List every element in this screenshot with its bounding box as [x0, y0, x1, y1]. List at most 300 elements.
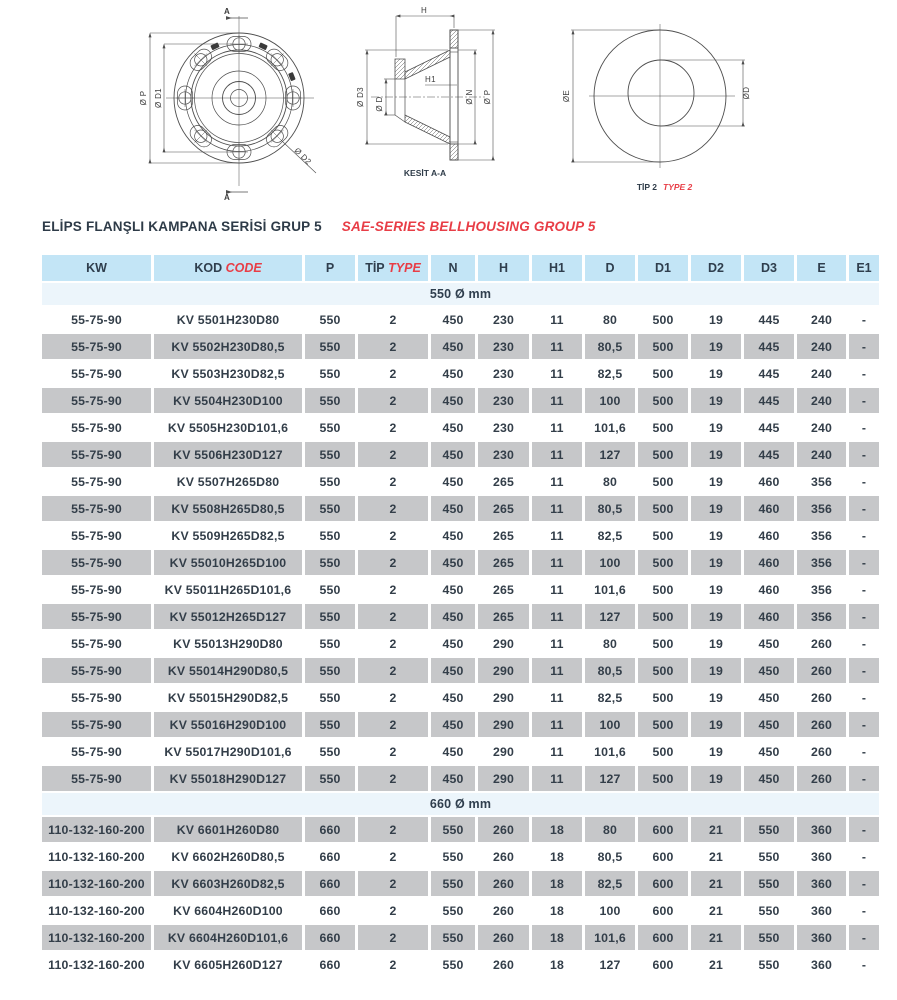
table-row — [42, 739, 879, 764]
table-cell: 500 — [638, 712, 688, 737]
table-cell: 11 — [532, 361, 582, 386]
table-cell: 18 — [532, 844, 582, 869]
table-cell: 80,5 — [585, 658, 635, 683]
dim-h — [396, 16, 454, 57]
table-cell: 445 — [744, 334, 794, 359]
table-cell: 550 — [305, 469, 355, 494]
hub-bore — [395, 79, 405, 122]
table-cell: 19 — [691, 712, 741, 737]
table-cell: 445 — [744, 442, 794, 467]
table-cell: 500 — [638, 604, 688, 629]
dim-d1-label: Ø D1 — [154, 88, 163, 108]
table-cell: - — [849, 898, 879, 923]
table-cell: KV 55018H290D127 — [154, 766, 302, 791]
table-cell: 110-132-160-200 — [42, 844, 151, 869]
table-cell: 11 — [532, 334, 582, 359]
column-header-h: H — [478, 255, 529, 281]
table-cell: 21 — [691, 817, 741, 842]
table-cell: 600 — [638, 871, 688, 896]
table-cell: 19 — [691, 604, 741, 629]
dim-d-type-label: ØD — [742, 86, 751, 100]
table-cell: 260 — [478, 844, 529, 869]
table-cell: 660 — [305, 925, 355, 950]
table-cell: 290 — [478, 685, 529, 710]
table-cell: 450 — [431, 496, 475, 521]
table-cell: 450 — [431, 334, 475, 359]
column-header-d2: D2 — [691, 255, 741, 281]
table-cell: 82,5 — [585, 685, 635, 710]
dim-h-label: H — [420, 6, 428, 15]
type-view-drawing — [545, 8, 775, 198]
table-cell: 19 — [691, 415, 741, 440]
table-cell: 55-75-90 — [42, 577, 151, 602]
table-cell: 230 — [478, 388, 529, 413]
table-row — [42, 871, 879, 896]
table-cell: 550 — [744, 925, 794, 950]
table-cell: 19 — [691, 685, 741, 710]
table-cell: KV 5501H230D80 — [154, 307, 302, 332]
table-cell: 450 — [431, 604, 475, 629]
table-cell: 101,6 — [585, 577, 635, 602]
table-cell: 550 — [305, 739, 355, 764]
table-cell: 460 — [744, 496, 794, 521]
table-cell: 100 — [585, 898, 635, 923]
table-cell: 11 — [532, 550, 582, 575]
table-cell: KV 6605H260D127 — [154, 952, 302, 977]
table-cell: 19 — [691, 496, 741, 521]
table-cell: 240 — [797, 415, 846, 440]
table-cell: 100 — [585, 712, 635, 737]
table-cell: 55-75-90 — [42, 604, 151, 629]
table-cell: 19 — [691, 577, 741, 602]
table-cell: 500 — [638, 631, 688, 656]
table-cell: 550 — [305, 712, 355, 737]
table-cell: 11 — [532, 442, 582, 467]
table-cell: 21 — [691, 844, 741, 869]
table-cell: 110-132-160-200 — [42, 952, 151, 977]
table-cell: 500 — [638, 577, 688, 602]
table-cell: 450 — [431, 361, 475, 386]
table-cell: 19 — [691, 361, 741, 386]
table-cell: 55-75-90 — [42, 496, 151, 521]
table-cell: KV 6603H260D82,5 — [154, 871, 302, 896]
table-cell: - — [849, 685, 879, 710]
table-cell: - — [849, 523, 879, 548]
table-cell: - — [849, 442, 879, 467]
table-cell: 260 — [797, 658, 846, 683]
table-cell: 55-75-90 — [42, 550, 151, 575]
table-row — [42, 898, 879, 923]
table-cell: 19 — [691, 766, 741, 791]
table-cell: 550 — [305, 631, 355, 656]
table-row — [42, 685, 879, 710]
table-cell: - — [849, 334, 879, 359]
table-cell: 240 — [797, 388, 846, 413]
table-cell: 260 — [797, 766, 846, 791]
table-cell: 2 — [358, 766, 428, 791]
table-group-row — [42, 793, 879, 815]
table-cell: 550 — [305, 388, 355, 413]
table-cell: 450 — [431, 307, 475, 332]
table-cell: 11 — [532, 766, 582, 791]
table-cell: 260 — [797, 685, 846, 710]
table-cell: 11 — [532, 577, 582, 602]
table-cell: 230 — [478, 361, 529, 386]
column-header-h1: H1 — [532, 255, 582, 281]
table-cell: 2 — [358, 442, 428, 467]
table-cell: 260 — [478, 871, 529, 896]
table-cell: 600 — [638, 925, 688, 950]
table-cell: 2 — [358, 871, 428, 896]
table-cell: 2 — [358, 523, 428, 548]
dim-d2-label: Ø D2 — [292, 146, 314, 167]
table-cell: 550 — [431, 817, 475, 842]
table-cell: 500 — [638, 496, 688, 521]
table-cell: 55-75-90 — [42, 334, 151, 359]
table-cell: 450 — [431, 415, 475, 440]
table-row — [42, 844, 879, 869]
table-cell: 360 — [797, 844, 846, 869]
table-cell: 240 — [797, 334, 846, 359]
table-cell: - — [849, 469, 879, 494]
table-cell: 2 — [358, 685, 428, 710]
table-cell: 450 — [431, 469, 475, 494]
table-cell: 230 — [478, 442, 529, 467]
table-cell: 450 — [431, 577, 475, 602]
column-header-p: P — [305, 255, 355, 281]
table-cell: 550 — [744, 871, 794, 896]
table-cell: - — [849, 577, 879, 602]
table-cell: 356 — [797, 469, 846, 494]
table-cell: 450 — [431, 550, 475, 575]
table-cell: KV 5506H230D127 — [154, 442, 302, 467]
table-cell: 2 — [358, 577, 428, 602]
table-cell: 356 — [797, 604, 846, 629]
dim-n-label: Ø N — [465, 89, 474, 105]
table-cell: 500 — [638, 307, 688, 332]
table-row — [42, 952, 879, 977]
table-cell: 11 — [532, 496, 582, 521]
column-header-d1: D1 — [638, 255, 688, 281]
table-cell: 2 — [358, 307, 428, 332]
table-cell: 260 — [478, 952, 529, 977]
table-cell: 2 — [358, 496, 428, 521]
table-cell: 450 — [431, 388, 475, 413]
table-row — [42, 604, 879, 629]
dim-d-label: Ø D — [375, 96, 384, 112]
table-cell: 660 — [305, 844, 355, 869]
table-cell: 230 — [478, 334, 529, 359]
table-cell: 290 — [478, 739, 529, 764]
table-cell: 19 — [691, 442, 741, 467]
table-cell: 11 — [532, 685, 582, 710]
page-title — [42, 219, 596, 234]
table-cell: 260 — [478, 817, 529, 842]
table-cell: 2 — [358, 334, 428, 359]
table-cell: 356 — [797, 523, 846, 548]
table-cell: 55-75-90 — [42, 658, 151, 683]
table-cell: 500 — [638, 766, 688, 791]
table-cell: 127 — [585, 766, 635, 791]
table-cell: 356 — [797, 577, 846, 602]
table-cell: 660 — [305, 898, 355, 923]
table-cell: 450 — [431, 739, 475, 764]
table-cell: 240 — [797, 442, 846, 467]
column-header-kod: KOD CODE — [154, 255, 302, 281]
table-row — [42, 307, 879, 332]
table-cell: 445 — [744, 361, 794, 386]
table-cell: 500 — [638, 415, 688, 440]
type-caption-tr: TİP 2 — [636, 182, 657, 192]
table-cell: 2 — [358, 898, 428, 923]
table-row — [42, 631, 879, 656]
column-header-d3: D3 — [744, 255, 794, 281]
table-row — [42, 442, 879, 467]
table-group-row — [42, 283, 879, 305]
table-cell: 55-75-90 — [42, 631, 151, 656]
table-cell: 260 — [478, 898, 529, 923]
table-cell: 55-75-90 — [42, 469, 151, 494]
table-cell: 450 — [431, 523, 475, 548]
table-cell: 2 — [358, 844, 428, 869]
table-cell: 550 — [431, 925, 475, 950]
table-cell: 11 — [532, 658, 582, 683]
table-cell: - — [849, 550, 879, 575]
table-cell: 500 — [638, 442, 688, 467]
table-row — [42, 388, 879, 413]
table-cell: 550 — [744, 952, 794, 977]
table-cell: 550 — [305, 334, 355, 359]
table-row — [42, 577, 879, 602]
dim-p2-label: Ø P — [483, 89, 492, 105]
table-cell: 11 — [532, 469, 582, 494]
table-cell: 2 — [358, 952, 428, 977]
table-cell: 550 — [305, 496, 355, 521]
front-view-drawing — [126, 0, 341, 205]
table-cell: 101,6 — [585, 415, 635, 440]
table-cell: 19 — [691, 739, 741, 764]
table-cell: 127 — [585, 442, 635, 467]
table-cell: 450 — [744, 739, 794, 764]
table-cell: 265 — [478, 604, 529, 629]
table-cell: 500 — [638, 739, 688, 764]
table-cell: - — [849, 415, 879, 440]
table-cell: - — [849, 817, 879, 842]
table-cell: 550 — [744, 817, 794, 842]
table-cell: KV 55017H290D101,6 — [154, 739, 302, 764]
table-cell: 550 — [431, 871, 475, 896]
table-cell: 21 — [691, 871, 741, 896]
table-row — [42, 469, 879, 494]
table-cell: - — [849, 604, 879, 629]
table-cell: 260 — [797, 739, 846, 764]
table-cell: 11 — [532, 631, 582, 656]
dim-d-type — [661, 60, 745, 126]
table-cell: 500 — [638, 334, 688, 359]
table-cell: 2 — [358, 415, 428, 440]
table-cell: 19 — [691, 550, 741, 575]
table-cell: 2 — [358, 550, 428, 575]
column-header-n: N — [431, 255, 475, 281]
table-cell: 290 — [478, 712, 529, 737]
table-cell: KV 5503H230D82,5 — [154, 361, 302, 386]
table-cell: 460 — [744, 577, 794, 602]
table-cell: KV 55016H290D100 — [154, 712, 302, 737]
table-cell: 260 — [797, 631, 846, 656]
spec-table — [39, 253, 882, 979]
table-cell: 450 — [431, 658, 475, 683]
table-cell: 55-75-90 — [42, 739, 151, 764]
type-caption-en: TYPE 2 — [663, 182, 693, 192]
table-cell: KV 5504H230D100 — [154, 388, 302, 413]
section-marker-bottom: A — [224, 193, 231, 202]
spec-table-body — [42, 283, 879, 977]
table-cell: 2 — [358, 631, 428, 656]
table-cell: 82,5 — [585, 361, 635, 386]
table-cell: 19 — [691, 307, 741, 332]
table-cell: - — [849, 712, 879, 737]
table-cell: - — [849, 952, 879, 977]
table-cell: 55-75-90 — [42, 766, 151, 791]
table-cell: KV 5509H265D82,5 — [154, 523, 302, 548]
table-cell: 265 — [478, 523, 529, 548]
table-cell: 450 — [431, 631, 475, 656]
table-cell: 127 — [585, 604, 635, 629]
table-cell: 19 — [691, 388, 741, 413]
table-cell: 19 — [691, 631, 741, 656]
table-cell: 80 — [585, 631, 635, 656]
table-cell: KV 55010H265D100 — [154, 550, 302, 575]
section-view-drawing — [353, 2, 503, 180]
table-cell: 445 — [744, 307, 794, 332]
column-header-e: E — [797, 255, 846, 281]
table-cell: 550 — [305, 361, 355, 386]
table-cell: - — [849, 307, 879, 332]
table-cell: 11 — [532, 415, 582, 440]
table-cell: 11 — [532, 307, 582, 332]
table-cell: 80 — [585, 817, 635, 842]
table-cell: 550 — [305, 442, 355, 467]
table-cell: 18 — [532, 817, 582, 842]
table-cell: 80,5 — [585, 334, 635, 359]
table-cell: 360 — [797, 925, 846, 950]
table-cell: 80,5 — [585, 844, 635, 869]
table-cell: KV 5505H230D101,6 — [154, 415, 302, 440]
table-cell: 55-75-90 — [42, 685, 151, 710]
table-cell: 21 — [691, 898, 741, 923]
table-cell: 240 — [797, 307, 846, 332]
table-cell: 18 — [532, 952, 582, 977]
column-header-e1: E1 — [849, 255, 879, 281]
table-cell: 21 — [691, 952, 741, 977]
table-cell: 500 — [638, 685, 688, 710]
table-cell: 55-75-90 — [42, 523, 151, 548]
table-cell: 18 — [532, 898, 582, 923]
table-cell: 21 — [691, 925, 741, 950]
table-cell: 2 — [358, 739, 428, 764]
table-cell: 450 — [744, 685, 794, 710]
table-cell: 2 — [358, 361, 428, 386]
table-cell: 550 — [305, 307, 355, 332]
table-cell: KV 55014H290D80,5 — [154, 658, 302, 683]
table-cell: KV 55011H265D101,6 — [154, 577, 302, 602]
table-cell: 80,5 — [585, 496, 635, 521]
table-cell: 500 — [638, 469, 688, 494]
table-cell: 290 — [478, 631, 529, 656]
table-group-header: 550 Ø mm — [42, 283, 879, 305]
table-cell: 110-132-160-200 — [42, 817, 151, 842]
table-cell: - — [849, 496, 879, 521]
table-cell: 360 — [797, 817, 846, 842]
table-cell: 260 — [478, 925, 529, 950]
table-cell: 445 — [744, 388, 794, 413]
table-cell: 19 — [691, 469, 741, 494]
table-cell: 450 — [431, 712, 475, 737]
table-cell: 55-75-90 — [42, 361, 151, 386]
table-cell: 55-75-90 — [42, 415, 151, 440]
table-cell: - — [849, 925, 879, 950]
table-cell: 450 — [744, 658, 794, 683]
table-cell: 230 — [478, 415, 529, 440]
table-row — [42, 496, 879, 521]
table-cell: 82,5 — [585, 523, 635, 548]
table-cell: 450 — [744, 712, 794, 737]
dim-e-label: ØE — [562, 89, 571, 103]
table-cell: 500 — [638, 388, 688, 413]
table-cell: 450 — [744, 766, 794, 791]
column-header-ti̇p: TİP TYPE — [358, 255, 428, 281]
table-cell: 356 — [797, 496, 846, 521]
table-cell: - — [849, 631, 879, 656]
table-cell: 600 — [638, 898, 688, 923]
table-cell: 500 — [638, 550, 688, 575]
table-cell: 230 — [478, 307, 529, 332]
table-cell: 500 — [638, 523, 688, 548]
table-row — [42, 361, 879, 386]
table-cell: - — [849, 361, 879, 386]
table-cell: 82,5 — [585, 871, 635, 896]
table-cell: 445 — [744, 415, 794, 440]
table-cell: 450 — [431, 442, 475, 467]
dim-p-label: Ø P — [139, 90, 148, 106]
table-row — [42, 658, 879, 683]
table-cell: 55-75-90 — [42, 442, 151, 467]
table-cell: KV 5507H265D80 — [154, 469, 302, 494]
table-cell: 550 — [305, 685, 355, 710]
table-cell: 101,6 — [585, 739, 635, 764]
flange-plate — [450, 30, 458, 160]
table-cell: 55-75-90 — [42, 388, 151, 413]
table-cell: 500 — [638, 658, 688, 683]
table-cell: 550 — [305, 523, 355, 548]
table-cell: 460 — [744, 604, 794, 629]
table-cell: 550 — [744, 898, 794, 923]
table-cell: 260 — [797, 712, 846, 737]
dim-h1-label: H1 — [425, 75, 436, 84]
table-cell: 460 — [744, 469, 794, 494]
table-cell: - — [849, 739, 879, 764]
column-header-kw: KW — [42, 255, 151, 281]
table-cell: - — [849, 658, 879, 683]
table-cell: 550 — [305, 658, 355, 683]
table-cell: 550 — [305, 577, 355, 602]
table-cell: 55-75-90 — [42, 712, 151, 737]
table-row — [42, 817, 879, 842]
table-cell: 290 — [478, 658, 529, 683]
table-cell: 550 — [305, 550, 355, 575]
table-cell: 80 — [585, 469, 635, 494]
table-cell: 550 — [431, 952, 475, 977]
